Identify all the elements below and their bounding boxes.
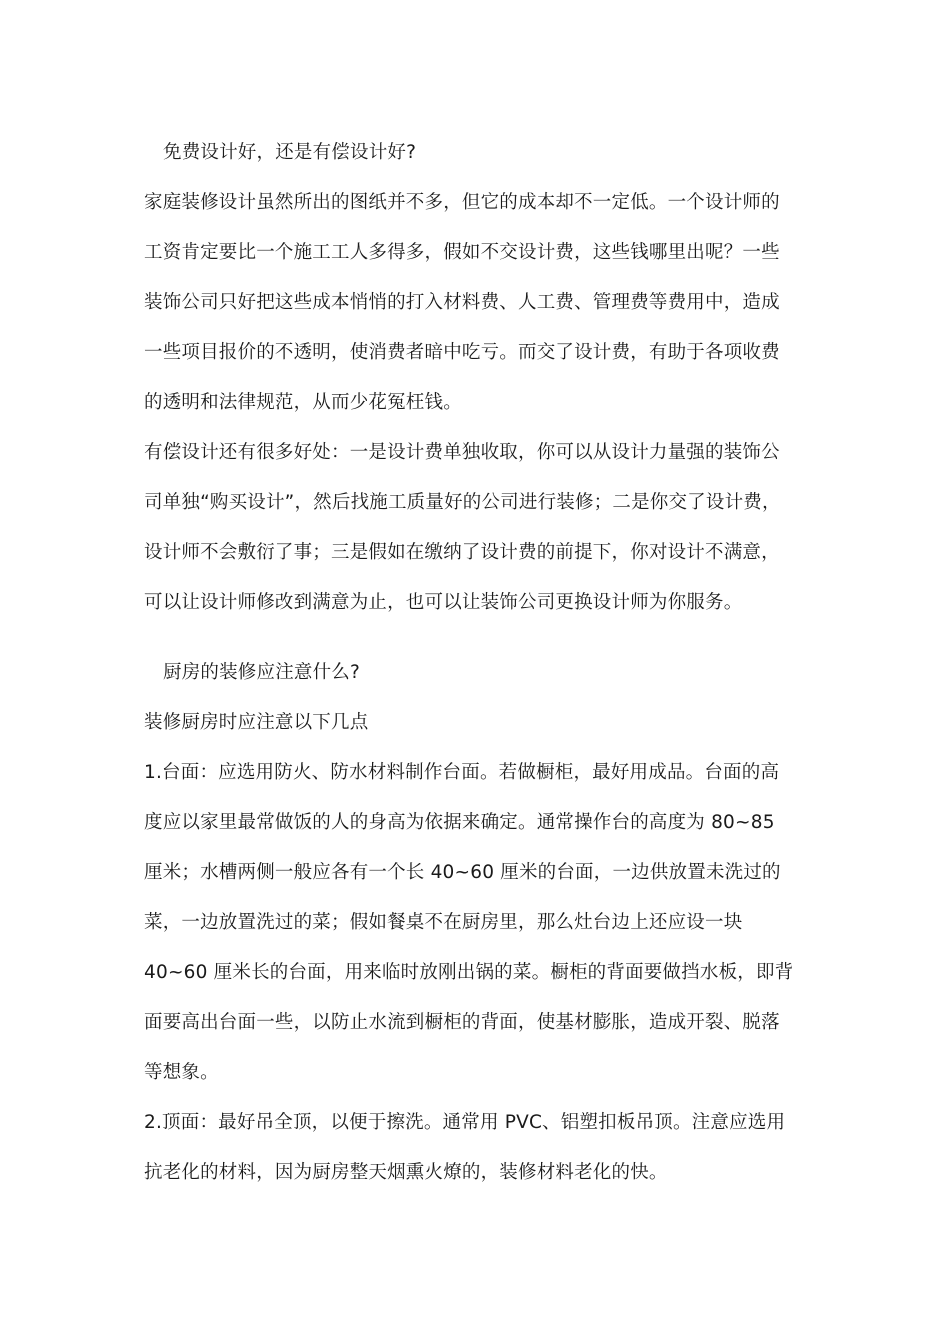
text-line: 1.台面：应选用防火、防水材料制作台面。若做橱柜，最好用成品。台面的高	[144, 762, 780, 783]
text-line: 2.顶面：最好吊全顶，以便于擦洗。通常用 PVC、铝塑扣板吊顶。注意应选用	[144, 1112, 786, 1133]
text-line: 一些项目报价的不透明，使消费者暗中吃亏。而交了设计费，有助于各项收费	[144, 342, 780, 363]
list-item-ceiling	[144, 1098, 814, 1198]
text-line: 菜，一边放置洗过的菜；假如餐桌不在厨房里，那么灶台边上还应设一块	[144, 912, 743, 933]
document-page	[144, 128, 814, 1198]
text-line: 的透明和法律规范，从而少花冤枉钱。	[144, 392, 462, 413]
text-line: 家庭装修设计虽然所出的图纸并不多，但它的成本却不一定低。一个设计师的	[144, 192, 780, 213]
text-line: 40~60 厘米长的台面，用来临时放刚出锅的菜。橱柜的背面要做挡水板，即背	[144, 962, 794, 983]
text-line: 厘米；水槽两侧一般应各有一个长 40~60 厘米的台面，一边供放置未洗过的	[144, 862, 781, 883]
text-line: 工资肯定要比一个施工工人多得多，假如不交设计费，这些钱哪里出呢？一些	[144, 242, 780, 263]
section-heading-kitchen: 厨房的装修应注意什么?	[163, 662, 361, 683]
paragraph-design-cost	[144, 178, 814, 428]
paragraph-paid-design-benefits	[144, 428, 814, 628]
text-line: 面要高出台面一些，以防止水流到橱柜的背面，使基材膨胀，造成开裂、脱落	[144, 1012, 780, 1033]
text-line: 度应以家里最常做饭的人的身高为依据来确定。通常操作台的高度为 80~85	[144, 812, 775, 833]
paragraph-kitchen-intro: 装修厨房时应注意以下几点	[144, 712, 369, 733]
text-line: 可以让设计师修改到满意为止，也可以让装饰公司更换设计师为你服务。	[144, 592, 743, 613]
text-line: 装饰公司只好把这些成本悄悄的打入材料费、人工费、管理费等费用中，造成	[144, 292, 780, 313]
text-line: 抗老化的材料，因为厨房整天烟熏火燎的，装修材料老化的快。	[144, 1162, 668, 1183]
list-item-countertop	[144, 748, 814, 1098]
text-line: 有偿设计还有很多好处：一是设计费单独收取，你可以从设计力量强的装饰公	[144, 442, 780, 463]
text-line: 设计师不会敷衍了事；三是假如在缴纳了设计费的前提下，你对设计不满意，	[144, 542, 780, 563]
text-line: 司单独“购买设计”，然后找施工质量好的公司进行装修；二是你交了设计费，	[144, 492, 781, 513]
text-line: 等想象。	[144, 1062, 219, 1083]
section-spacer	[144, 628, 814, 648]
section-heading-design-fee: 免费设计好，还是有偿设计好?	[163, 142, 417, 163]
